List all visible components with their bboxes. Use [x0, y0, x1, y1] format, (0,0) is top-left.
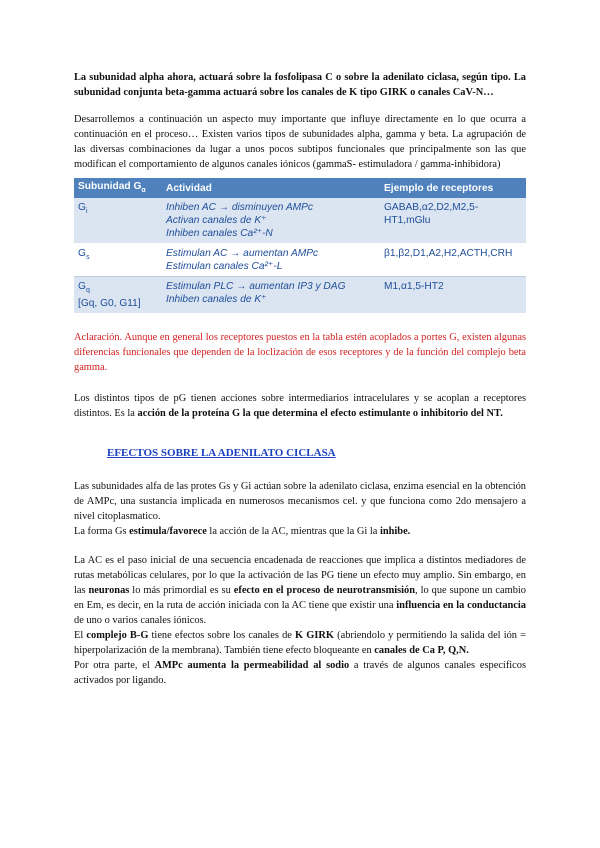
cell-receptors: β1,β2,D1,A2,H2,ACTH,CRH	[380, 244, 526, 277]
paragraph-bg-complex: El complejo B-G tiene efectos sobre los canales de K GIRK (abriendolo y permitiendo la salida del ión = hiperpolarización de la membrana). También tiene efecto bloqueante en canales de Ca P, Q,N.	[74, 630, 526, 657]
table-row	[74, 244, 526, 277]
table-row	[74, 198, 526, 244]
activity-line: Activan canales de K⁺	[166, 215, 267, 226]
header-activity: Actividad	[162, 178, 380, 198]
paragraph-ampc: Por otra parte, el AMPc aumenta la permeabilidad al sodio a través de algunos canales específicos activados por ligando.	[74, 660, 527, 687]
table-header-row	[74, 178, 526, 198]
cell-subunit: $G_i$	[74, 198, 162, 244]
cell-activity	[162, 198, 380, 244]
cell-activity	[162, 244, 380, 277]
cell-activity	[162, 277, 380, 314]
activity-line: Estimulan canales Ca²⁺-L	[166, 261, 283, 272]
cell-subunit: $G_s$	[74, 244, 162, 277]
activity-line: Inhiben AC → disminuyen AMPc	[166, 202, 314, 213]
activity-line: Estimulan AC → aumentan AMPc	[166, 248, 319, 259]
paragraph-gs-gi: La forma Gs estimula/favorece la acción de la AC, mientras que la Gi la inhibe.	[74, 526, 411, 538]
activity-line: Inhiben canales de K⁺	[166, 294, 267, 305]
paragraph-ac: Las subunidades alfa de las protes Gs y Gi actúan sobre la adenilato ciclasa, enzima esencial en la obtención de AMPc, una sustancia implicada en numerosos mecanismos cel. y que funciona como 2do mensajero a nivel citoplasmatico.	[74, 481, 526, 523]
paragraph-ac-cascade: La AC es el paso inicial de una secuencia encadenada de reacciones que implica a distintos mediadores de rutas metabólicas celulares, por lo que la activación de las PG tiene un efecto muy amplio. Sin embargo, en las neuronas lo más primordial es su efecto en el proceso de neurotransmisión, lo que supone un cambio en Em, es decir, en la ruta de acción iniciada con la AC tiene que existir una influencia en la conductancia de uno o varios canales iónicos.	[74, 555, 526, 627]
header-receptors: Ejemplo de receptores	[380, 178, 526, 198]
paragraph-pg-actions: Los distintos tipos de pG tienen acciones sobre intermediarios intracelulares y se acoplan a receptores distintos. Es la acción de la proteína G la que determina el efecto estimulante o inhibitorio del NT.	[74, 393, 526, 420]
clarification-note: Aclaración. Aunque en general los receptores puestos en la tabla estén acoplados a portes G, existen algunas diferencias funcionales que dependen de la loclización de esos receptores y de la función del complejo beta gamma.	[74, 332, 526, 374]
cell-receptors: GABAB,α2,D2,M2,5-HT1,mGlu	[380, 198, 526, 244]
subunit-table	[74, 178, 526, 314]
header-subunit: Subunidad $G_\alpha$	[74, 178, 162, 198]
table-row	[74, 277, 526, 314]
subunit-variants: [Gq, G0, G11]	[78, 298, 141, 310]
section-heading: EFECTOS SOBRE LA ADENILATO CICLASA	[107, 447, 336, 460]
cell-receptors: M1,α1,5-HT2	[380, 277, 526, 314]
cell-subunit: $G_q$ [Gq, G0, G11]	[74, 277, 162, 314]
activity-line: Inhiben canales Ca²⁺-N	[166, 228, 273, 239]
paragraph-subunits: Desarrollemos a continuación un aspecto muy importante que influye directamente en lo que ocurra a continuación en el proceso… Existen varios tipos de subunidades alpha, gamma y beta. La agrupación de las diversas combinaciones da lugar a unos pocos subtipos funcionales que principalmente son las que modifican el comportamiento de algunos canales iónicos (gammaS- estimuladora / gamma-inhibidora)	[74, 114, 526, 170]
intro-paragraph: La subunidad alpha ahora, actuará sobre la fosfolipasa C o sobre la adenilato ciclasa, según tipo. La subunidad conjunta beta-gamma actuará sobre los canales de K tipo GIRK o canales CaV-N…	[74, 72, 526, 98]
document-page	[74, 70, 526, 688]
activity-line: Estimulan PLC → aumentan IP3 y DAG	[166, 281, 346, 292]
